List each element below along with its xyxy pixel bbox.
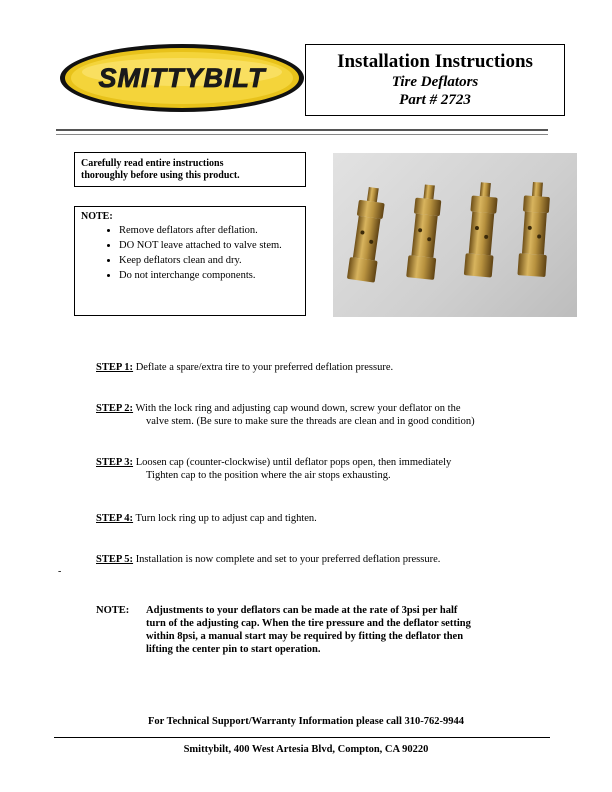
step-text: With the lock ring and adjusting cap wound down, screw your deflator on the bbox=[135, 403, 461, 414]
deflators-image bbox=[333, 153, 577, 317]
stray-mark: - bbox=[58, 566, 62, 577]
note-list bbox=[81, 225, 299, 282]
part-number: Part # 2723 bbox=[399, 92, 471, 108]
step-5 bbox=[96, 553, 536, 566]
step-text-cont: Tighten cap to the position where the air stops exhausting. bbox=[146, 470, 391, 481]
caution-line: Carefully read entire instructions bbox=[81, 158, 224, 169]
doc-subtitle: Tire Deflators bbox=[391, 74, 479, 90]
step-label: STEP 2: bbox=[96, 403, 134, 414]
bottom-note-label: NOTE: bbox=[96, 605, 130, 616]
logo-graphic bbox=[58, 42, 306, 114]
deflator-4 bbox=[517, 181, 551, 277]
bottom-note-line: turn of the adjusting cap. When the tire pressure and the deflator setting bbox=[146, 618, 471, 629]
deflator-1 bbox=[347, 186, 388, 283]
step-4 bbox=[96, 512, 536, 525]
bottom-note-line: lifting the center pin to start operation. bbox=[146, 644, 321, 655]
header-divider bbox=[56, 129, 548, 135]
bottom-note-line: within 8psi, a manual start may be required by fitting the deflator then bbox=[146, 631, 464, 642]
caution-line: thoroughly before using this product. bbox=[81, 170, 240, 181]
step-3 bbox=[96, 456, 536, 482]
note-item: • Remove deflators after deflation. bbox=[119, 225, 299, 237]
note-heading: NOTE: bbox=[81, 211, 113, 222]
caution-box bbox=[74, 152, 306, 187]
step-text-cont: valve stem. (Be sure to make sure the threads are clean and in good condition) bbox=[146, 416, 475, 427]
note-item: • DO NOT leave attached to valve stem. bbox=[119, 240, 299, 252]
deflator-2 bbox=[406, 184, 444, 280]
smittybilt-logo bbox=[58, 42, 306, 114]
step-text: Turn lock ring up to adjust cap and tighten. bbox=[135, 513, 317, 524]
step-1 bbox=[96, 361, 536, 374]
step-text: Installation is now complete and set to your preferred deflation pressure. bbox=[135, 554, 441, 565]
step-text: Loosen cap (counter-clockwise) until deflator pops open, then immediately bbox=[135, 457, 452, 468]
step-text: Deflate a spare/extra tire to your preferred deflation pressure. bbox=[135, 362, 394, 373]
title-box bbox=[305, 44, 565, 116]
footer-divider bbox=[54, 737, 550, 738]
deflator-3 bbox=[464, 181, 500, 277]
step-label: STEP 5: bbox=[96, 554, 134, 565]
step-2 bbox=[96, 402, 536, 428]
logo-text: SMITTYBILT bbox=[98, 63, 266, 93]
doc-title: Installation Instructions bbox=[337, 51, 533, 72]
step-label: STEP 1: bbox=[96, 362, 134, 373]
bottom-note bbox=[96, 604, 536, 656]
support-line: For Technical Support/Warranty Information please call 310-762-9944 bbox=[148, 716, 464, 727]
note-box bbox=[74, 206, 306, 316]
product-photo bbox=[333, 153, 577, 317]
company-address: Smittybilt, 400 West Artesia Blvd, Compton, CA 90220 bbox=[183, 744, 429, 755]
note-item: • Do not interchange components. bbox=[119, 270, 299, 282]
step-label: STEP 3: bbox=[96, 457, 134, 468]
note-item: • Keep deflators clean and dry. bbox=[119, 255, 299, 267]
bottom-note-line: Adjustments to your deflators can be made at the rate of 3psi per half bbox=[146, 605, 458, 616]
step-label: STEP 4: bbox=[96, 513, 134, 524]
